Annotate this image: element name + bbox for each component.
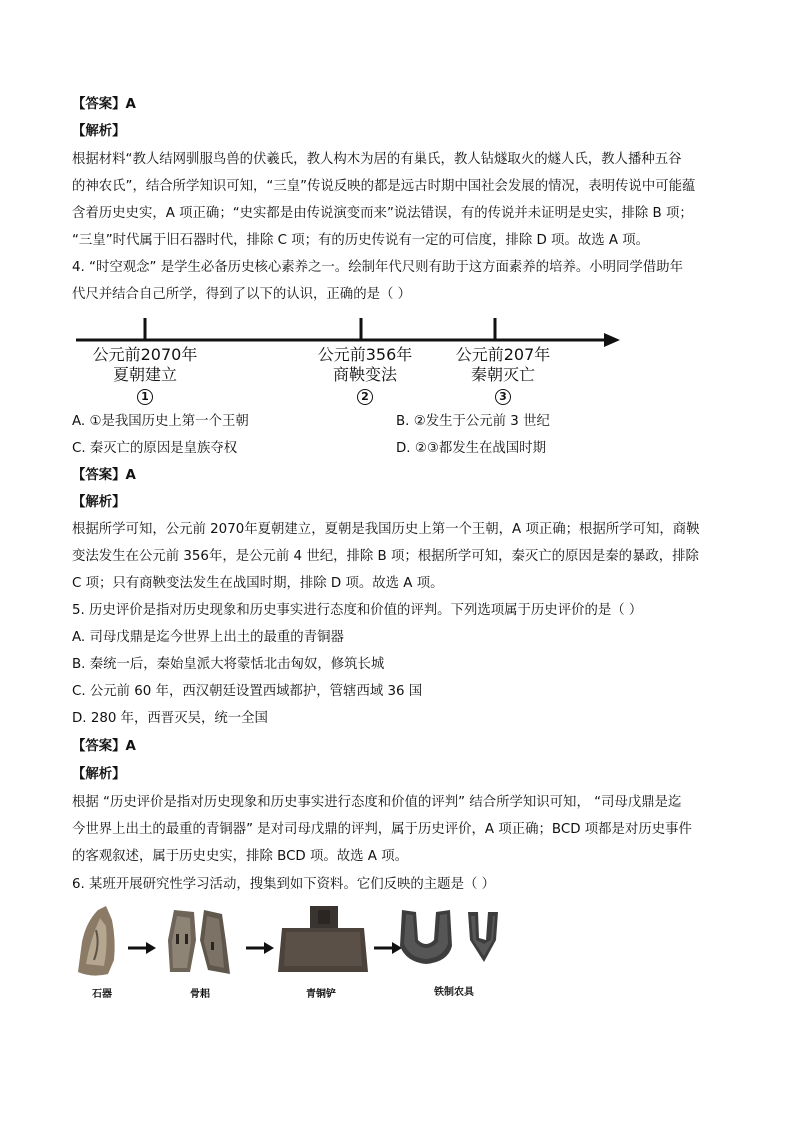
- timeline-number: 2: [357, 389, 373, 405]
- timeline-event: 秦朝灭亡: [470, 365, 535, 384]
- timeline-arrowhead: [604, 333, 620, 347]
- caption-bone-spade: 骨耜: [190, 989, 210, 1000]
- q4-option-d: D. ②③都发生在战国时期: [396, 441, 546, 456]
- caption-iron-tools: 铁制农具: [434, 987, 474, 998]
- caption-stone-tool: 石器: [92, 989, 112, 1000]
- q3-analysis-line: 根据材料“教人结网驯服鸟兽的伏羲氏，教人构木为居的有巢氏，教人钻燧取火的燧人氏，教人播种五谷: [72, 152, 682, 167]
- q6-stem: 6. 某班开展研究性学习活动，搜集到如下资料。它们反映的主题是（ ）: [72, 877, 496, 892]
- q3-analysis-line: 的神农氏”，结合所学知识可知，“三皇”传说反映的都是远古时期中国社会发展的情况，表明传说中可能蕴: [72, 179, 696, 194]
- q4-stem-line: 4. “时空观念” 是学生必备历史核心素养之一。绘制年代尺则有助于这方面素养的培养。小明同学借助年: [72, 260, 683, 275]
- q4-option-c: C. 秦灭亡的原因是皇族夺权: [72, 441, 238, 456]
- q4-stem-line: 代尺并结合自己所学，得到了以下的认识，正确的是（ ）: [72, 287, 412, 302]
- stone-tool-image: [78, 906, 115, 976]
- q5-option-d: D. 280 年，西晋灭吴，统一全国: [72, 711, 268, 726]
- q4-answer: 【答案】A: [72, 468, 136, 483]
- q5-option-c: C. 公元前 60 年，西汉朝廷设置西域都护，管辖西域 36 国: [72, 684, 423, 699]
- q5-analysis-line: 根据 “历史评价是指对历史现象和历史事实进行态度和价值的评判” 结合所学知识可知， “司母戊鼎是迄: [72, 795, 682, 810]
- arrow-icon-3: [374, 942, 402, 954]
- bronze-shovel-image: [278, 906, 368, 972]
- q5-analysis-line: 的客观叙述，属于历史史实，排除 BCD 项。故选 A 项。: [72, 849, 408, 864]
- timeline-label-2: [305, 345, 425, 405]
- q5-analysis-line: 今世界上出土的最重的青铜器” 是对司母戊鼎的评判，属于历史评价，A 项正确；BCD 项都是对历史事件: [72, 822, 692, 837]
- timeline-label-1: [85, 345, 205, 405]
- arrow-icon-1: [128, 942, 156, 954]
- arrow-icon-2: [246, 942, 274, 954]
- q4-analysis-line: 变法发生在公元前 356年，是公元前 4 世纪，排除 B 项；根据所学可知，秦灭亡的原因是秦的暴政，排除: [72, 549, 699, 564]
- timeline-number: 1: [137, 389, 153, 405]
- timeline-year: 公元前207年: [455, 345, 551, 364]
- q3-analysis-line: “三皇”时代属于旧石器时代，排除 C 项；有的历史传说有一定的可信度，排除 D 项。故选 A 项。: [72, 233, 650, 248]
- q3-analysis-line: 含着历史史实，A 项正确；“史实都是由传说演变而来”说法错误，有的传说并未证明是史实，排除 B 项；: [72, 206, 693, 221]
- q4-analysis-line: C 项；只有商鞅变法发生在战国时期，排除 D 项。故选 A 项。: [72, 576, 444, 591]
- timeline-number: 3: [495, 389, 511, 405]
- bone-spade-image: [168, 910, 230, 974]
- timeline-event: 商鞅变法: [332, 365, 397, 384]
- timeline-year: 公元前356年: [317, 345, 413, 364]
- q3-answer: 【答案】A: [72, 97, 136, 112]
- q4-option-b: B. ②发生于公元前 3 世纪: [396, 414, 550, 429]
- q5-option-a: A. 司母戊鼎是迄今世界上出土的最重的青铜器: [72, 630, 344, 645]
- q3-analysis-tag: 【解析】: [72, 124, 126, 139]
- q4-option-a: A. ①是我国历史上第一个王朝: [72, 414, 249, 429]
- timeline-label-3: [443, 345, 563, 405]
- q4-analysis-tag: 【解析】: [72, 495, 126, 510]
- timeline-event: 夏朝建立: [112, 365, 177, 384]
- iron-tools-image: [400, 910, 498, 964]
- q5-option-b: B. 秦统一后，秦始皇派大将蒙恬北击匈奴，修筑长城: [72, 657, 385, 672]
- q5-stem: 5. 历史评价是指对历史现象和历史事实进行态度和价值的评判。下列选项属于历史评价的是（ ）: [72, 603, 643, 618]
- caption-bronze-shovel: 青铜铲: [306, 989, 336, 1000]
- q5-answer: 【答案】A: [72, 739, 136, 754]
- q4-analysis-line: 根据所学可知，公元前 2070年夏朝建立，夏朝是我国历史上第一个王朝，A 项正确；根据所学可知，商鞅: [72, 522, 700, 537]
- timeline-year: 公元前2070年: [92, 345, 198, 364]
- tools-evolution-figure: [70, 900, 530, 980]
- q5-analysis-tag: 【解析】: [72, 767, 126, 782]
